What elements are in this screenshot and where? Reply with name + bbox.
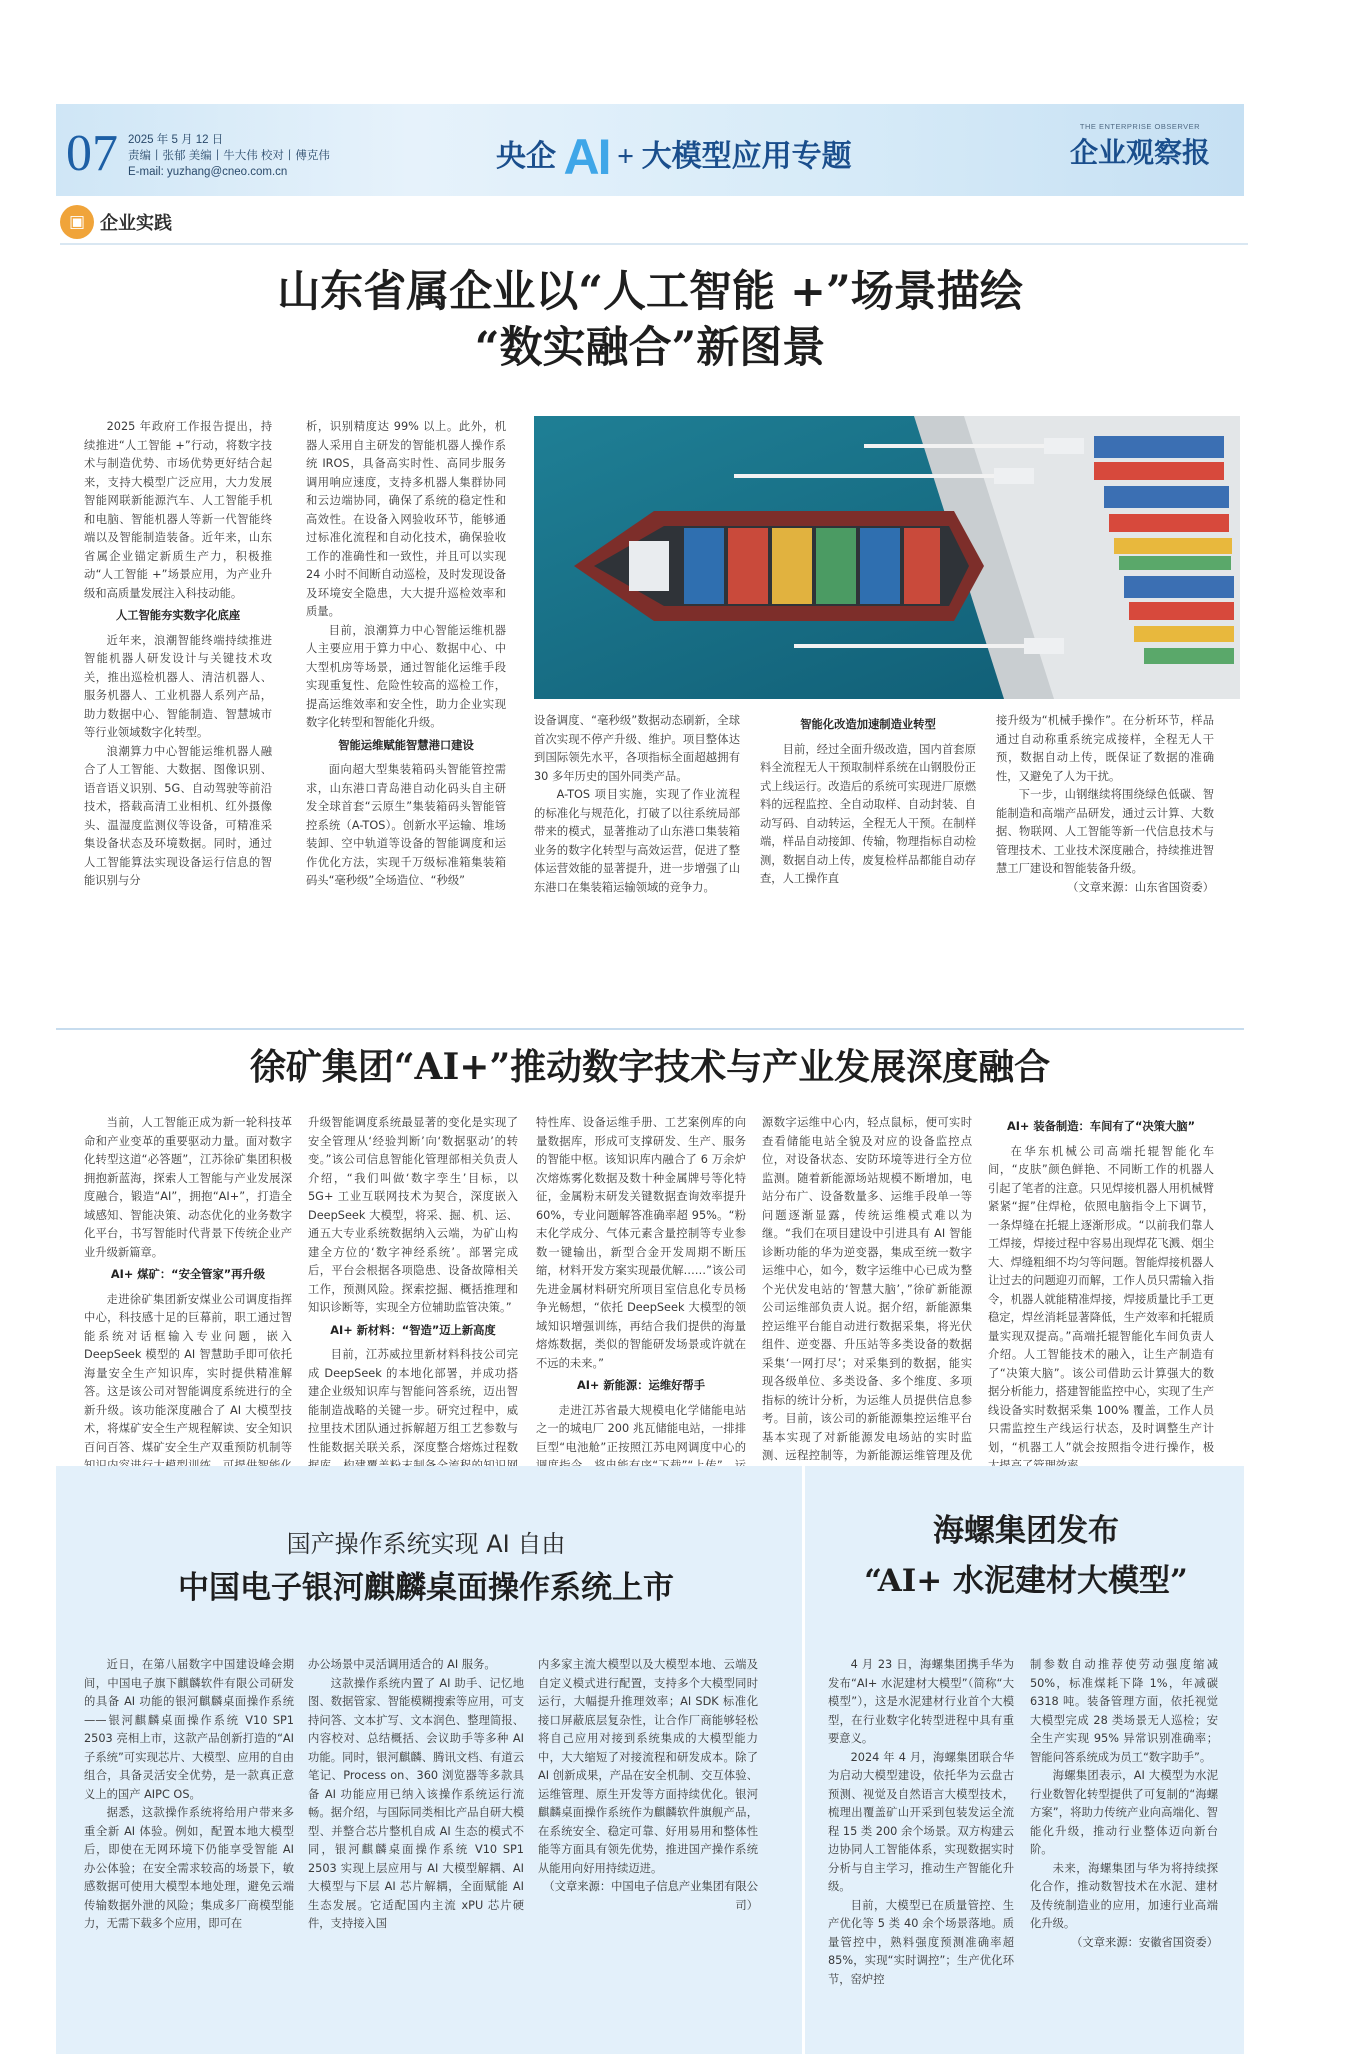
port-aerial-illustration	[534, 416, 1240, 699]
source-text: （文章来源：山东省国资委）	[1067, 880, 1214, 894]
paragraph: 目前，江苏威拉里新材料科技公司完成 DeepSeek 的本地化部署，并成功搭建企业级知识库与智能问答系统，迈出智能制造战略的关键一步。研究过程中，威拉里技术团队通过拆解超万组工艺参数与性能数据关联关系，深度整合熔炼过程数	[308, 1348, 518, 1454]
lower-panel	[56, 1466, 1244, 2054]
topic-ai-logo: AI	[563, 129, 610, 185]
article3-column-3	[538, 1656, 758, 2046]
article4-column-2	[1030, 1656, 1218, 2046]
article1-source	[996, 879, 1214, 898]
subheading: 智能运维赋能智慧港口建设	[338, 738, 474, 752]
subheading: AI+ 装备制造：车间有了“决策大脑”	[1006, 1120, 1196, 1133]
article4-title-line2: “AI+ 水泥建材大模型”	[864, 1563, 1188, 1599]
article1-headline	[56, 264, 1244, 376]
subheading: AI+ 新能源：运维好帮手	[576, 1379, 706, 1392]
masthead-info	[128, 132, 330, 180]
article3-kicker: 国产操作系统实现 AI 自由	[286, 1530, 566, 1558]
paper-name-en: THE ENTERPRISE OBSERVER	[1079, 122, 1201, 131]
paragraph: 2024 年 4 月，海螺集团联合华为启动大模型建设，依托华为云盘古预测、视觉及自然语言大模型技术，梳理出覆盖矿山开采到包装发运全流程 15 类 200 余个场景。双方构建云边协同人工智能体系，实现数据实时分析与自主学习，推动生产智能化升级。	[828, 1750, 1014, 1893]
article1-title-line1: 山东省属企业以“人工智能 +”场景描绘	[277, 267, 1023, 317]
subheading: 智能化改造加速制造业转型	[800, 718, 936, 731]
article3-source	[538, 1878, 758, 1915]
paragraph: 办公场景中灵活调用适合的 AI 服务。	[308, 1658, 496, 1671]
paragraph: 走进江苏省最大规模电化学储能电站之一的城电厂 200 兆瓦储能电站，一排排巨型“电池舱”正按照江苏电网调度中心的	[536, 1403, 746, 1454]
email: E-mail: yuzhang@cneo.com.cn	[128, 166, 288, 178]
paragraph: 设备调度、“毫秒级”数据动态刷新，全球首次实现不停产升级、维护。项目整体达到国际领先水平，各项指标全面超越拥有 30 多年历史的国外同类产品。	[534, 714, 740, 783]
article3-column-1	[84, 1656, 294, 2046]
article4-title-line1: 海螺集团发布	[933, 1513, 1119, 1549]
issue-date: 2025 年 5 月 12 日	[128, 134, 224, 146]
paragraph: 目前，大模型已在质量管控、生产优化等 5 类 40 余个场景落地。质量管控中，熟料强度预测准确率超 85%，实现“实时调控”；生产优化环节，窑炉控	[828, 1898, 1014, 1986]
section-divider	[60, 243, 1248, 245]
article3-column-2	[308, 1656, 524, 2046]
topic-title	[496, 128, 852, 186]
article1-column-1	[84, 418, 272, 1018]
paragraph: 4 月 23 日，海螺集团携手华为发布“AI+ 水泥建材大模型”（简称“大模型”），这是水泥建材行业首个大模型，在行业数字化转型进程中具有重要意义。	[828, 1658, 1014, 1745]
port-photo	[534, 416, 1240, 699]
article1-column-4	[760, 712, 976, 1018]
paragraph: A-TOS 项目实施，实现了作业流程的标准化与规范化，打破了以往系统局部带来的模式，显著推动了山东港口集装箱业务的数字化转型与高效运营，促进了整体运营效能的显著提升，进一步增强了山东港口在集装箱运输领域的竞争力。	[534, 788, 740, 894]
article4-source	[1030, 1934, 1218, 1953]
enterprise-icon: ▣	[60, 205, 94, 239]
subheading: AI+ 煤矿：“安全管家”再升级	[110, 1268, 266, 1281]
paragraph: 目前，浪潮算力中心智能运维机器人主要应用于算力中心、数据中心、中大型机房等场景，通过智能化运维手段实现重复性、危险性较高的巡检工作，提高运维效率和安全性，助力企业实现数字化转型和智能化升级。	[306, 623, 506, 729]
article1-column-5	[996, 712, 1214, 1018]
paragraph: 未来，海螺集团与华为将持续探化合作，推动数智技术在水泥、建材及传统制造业的应用，加速行业高端化升级。	[1030, 1861, 1218, 1930]
paragraph: 升级智能调度系统最显著的变化是实现了安全管理从‘经验判断’向‘数据驱动’的转变。”该公司信息智能化管理部相关负责人介绍，“我们叫做‘数字孪生’目标，以 5G+ 工业互联网技术为契合，深度嵌入 DeepSeek 大模型，将采、掘、机、运、通五大专业系统数据纳入云端，为矿山构建全方位的‘数字神经系统’。部署完成后，平台会根据各项隐患、设备故障相关工作，预测风险。探索挖掘、概括推理和知识诊断等，实现全方位辅助监管决策。”	[308, 1116, 518, 1314]
article2-column-2	[308, 1114, 518, 1454]
article4-column-1	[828, 1656, 1014, 2046]
article2-column-3	[536, 1114, 746, 1454]
subheading: 人工智能夯实数字化底座	[115, 609, 241, 622]
paragraph: 内多家主流大模型以及大模型本地、云端及自定义模式进行配置，支持多个大模型同时运行，大幅提升推理效率；AI SDK 标准化接口屏蔽底层复杂性，让合作厂商能够轻松将自己应用对接到系统集成的大模型能力中，大大缩短了对接流程和研发成本。除了 AI 创新成果，产品在安全机制、交互体验、运维管理、原生开发等方面持续优化。银河麒麟桌面操作系统作为麒麟软件旗舰产品，在系统安全、稳定可靠、好用易用和整体性能等方面具有领先优势，推进国产操作系统从能用向好用持续迈进。	[538, 1658, 758, 1875]
paragraph: 2025 年政府工作报告提出，持续推进“人工智能 +”行动，将数字技术与制造优势、市场优势更好结合起来，支持大模型广泛应用，大力发展智能网联新能源汽车、人工智能手机和电脑、智能机器人等新一代智能终端以及智能制造装备。近年来，山东省属企业锚定新质生产力，积极推动“人工智能 +”场景应用，为产业升级和高质量发展注入科技动能。	[84, 420, 272, 600]
panel-divider	[802, 1466, 805, 2054]
paragraph: 在华东机械公司高端托辊智能化车间，“皮肤”颜色鲜艳、不同断工作的机器人引起了笔者的注意。只见焊接机器人用机械臂紧紧“握”住焊枪，依照电脑指令上下调节，一条焊缝在托辊上逐渐形成。“以前我们靠人工焊接，焊接过程中容易出现焊花飞溅、烟尘大、焊缝粗细不均匀等问题。智能焊接机器人让过去的问题迎刃而解，工作人员只需输入指令，机器人就能精准焊接，焊接质量比手工更稳定，焊丝消耗显著降低，生产效率和托辊质量实现双提高。”高端托辊智能化车间负责人介绍。人工智能技术的融入，让生产制造有了“决策大脑”。该公司借助云计算强大的数据分析能力，搭建智能监控中心，实现了生产线设备实时数据采集 100% 覆盖，工作人员只需监控生产线运行状态，及时调整生产计划，“机器工人”就会按照指令进行操作，极	[988, 1144, 1214, 1454]
divider	[56, 1028, 1244, 1030]
article2-column-5	[988, 1114, 1214, 1454]
paragraph: 走进徐矿集团新安煤业公司调度指挥中心，科技感十足的巨幕前，职工通过智能系统对话框输入专业问题，嵌入 DeepSeek 模型的 AI 智慧助手即可依托海量安全生产知识库，实时提供精准解答。这是该公司对智能调度系统进行的全新升级。该功能深度融合了 AI 大模型技术，将煤矿安全生产规程解读、安全知识百问百答、煤矿安全生产双重预防机制等	[84, 1292, 292, 1454]
topic-right: + 大模型应用专题	[617, 140, 852, 173]
masthead	[56, 104, 1244, 196]
paragraph: 接升级为“机械手操作”。在分析环节，样品通过自动称重系统完成接样，全程无人干预，数据自动上传，既保证了数据的准确性，又避免了人为干扰。	[996, 714, 1214, 783]
paragraph: 析，识别精度达 99% 以上。此外，机器人采用自主研发的智能机器人操作系统 IROS，具备高实时性、高同步服务调用响应速度，支持多机器人集群协同和云边端协同，确保了系统的稳定性和高效性。在设备入网验收环节，能够通过标准化流程和自动化技术，确保验收工作的准确性和一致性，并且可以实现 24 小时不间断自动巡检，及时发现设备及环境安全隐患，大大提升巡检效率和质量。	[306, 420, 506, 618]
section-label: 企业实践	[100, 213, 172, 234]
section-tag	[60, 204, 172, 240]
paper-logo	[1070, 122, 1210, 171]
paragraph: 面向超大型集装箱码头智能管控需求，山东港口青岛港自动化码头自主研发全球首套“云原生”集装箱码头智能管控系统（A-TOS）。创新水平运输、堆场装卸、空中轨道等设备的智能调度和运作优化方法，实现千万级标准箱集装箱码头“毫秒级”全场造位、“秒级”	[306, 763, 506, 887]
article4-headline	[808, 1506, 1244, 1606]
article1-title-line2: “数实融合”新图景	[474, 323, 826, 373]
article2-column-4	[762, 1114, 972, 1462]
editors: 责编丨张郁 美编丨牛大伟 校对丨傅克伟	[128, 150, 330, 162]
paragraph: 这款操作系统内置了 AI 助手、记忆地图、数据管家、智能模糊搜索等应用，可支持问答、文本扩写、文本润色、整理简报、内容校对、总结概括、会议助手等多种 AI 功能。同时，银河麒麟、腾讯文档、有道云笔记、Process on、360 浏览器等多款具备 AI 功能应用已纳入该操作系统运行流畅。据介绍，与国际同类相比产品自研大模型、并整合芯片整机自成 AI 生态的模式不同，银河麒麟桌面操作系统 V10 SP1 2503 实现上层应用与 AI 大模型解耦、AI 大模型与下层 AI 芯片解耦，全面赋能 AI 生态发展。它适配国内主流 xPU 芯片硬件，支持接入国	[308, 1676, 524, 1930]
paragraph: 近日，在第八届数字中国建设峰会期间，中国电子旗下麒麟软件有限公司研发的具备 AI 功能的银河麒麟桌面操作系统——银河麒麟桌面操作系统 V10 SP1 2503 亮相上市，这款产品创新打造的“AI 子系统”可实现芯片、大模型、应用的自由组合，具备灵活安全优势，是一款真正意义上的国产 AIPC OS。	[84, 1658, 294, 1801]
article2-headline: 徐矿集团“AI+”推动数字技术与产业发展深度融合	[249, 1046, 1051, 1088]
paragraph: 下一步，山钢继续将围绕绿色低碳、智能制造和高端产品研发，通过云计算、大数据、物联网、人工智能等新一代信息技术与管理技术、工业技术深度融合，持续推进智慧工厂建设和智能装备升级。	[996, 788, 1214, 875]
paper-name-cn: 企业观察报	[1069, 138, 1210, 169]
paragraph: 据悉，这款操作系统将给用户带来多重全新 AI 体验。例如，配置本地大模型后，即使在无网环境下仍能享受智能 AI 办公体验；在安全需求较高的场景下，敏感数据可使用大模型本地处理，避免云端传输数据外泄的风险；集成多厂商模型能力，无需下载多个应用，即可在	[84, 1806, 294, 1930]
paragraph: 源数字运维中心内，轻点鼠标，便可实时查看储能电站全貌及对应的设备监控点位，对设备状态、安防环境等进行全方位监测。随着新能源场站规模不断增加，电站分布广、设备数量多、运维手段单一等问题逐渐显露，传统运维模式难以为继。“我们在项目建设中引进具有 AI 智能诊断功能的华为逆变器，集成至统一数字运维中心，如今，数字运维中心已成为整个光伏发电站的‘智慧大脑’，”徐矿新能源公司运维部负责人说。据介绍，新能源集控运维平台能自动进行数据采集，将光伏组件、逆变器、升压站等多类设备的数据采集‘一网打尽’；对采集到的数据，能实现各级单位、多类设备、多个维度、多项指标的统计分析，为运维人员提供信息参考。目前，该公司的新能源集控运维平台基本实现了对新能源发电场站的实时监测、远程控制等，为新能源运维管理及优	[762, 1116, 972, 1462]
paragraph: 浪潮算力中心智能运维机器人融合了人工智能、大数据、图像识别、语音语义识别、5G、自动驾驶等前沿技术，搭载高清工业相机、红外摄像头、温湿度监测仪等设备，可精准采集设备状态及环境数据。同时，通过人工智能算法实现设备运行信息的智能识别与分	[84, 744, 272, 887]
paragraph: 目前，经过全面升级改造，国内首套原料全流程无人干预取制样系统在山钢股份正式上线运行。改造后的系统可实现进厂原燃料的远程监控、全自动取样、自动封装、自动写码、自动转运，全程无人干预。在制样端，样品自动接卸、传输，物理指标自动检测，数据自动上传，废复检样品都能自动存查，人工操作直	[760, 742, 976, 885]
paragraph: 海螺集团表示，AI 大模型为水泥行业数智化转型提供了可复制的“海螺方案”，将助力传统产业向高端化、智能化升级，推动行业整体迈向新台阶。	[1030, 1769, 1218, 1856]
subheading: AI+ 新材料：“智造”迈上新高度	[330, 1323, 496, 1337]
article1-column-2	[306, 418, 506, 1018]
page-number: 07	[66, 125, 118, 182]
paragraph: 制参数自动推荐使劳动强度缩减 50%，标准煤耗下降 1%，年减碳 6318 吨。装备管理方面，依托视觉大模型完成 28 类场景无人巡检；安全生产实现 95% 异常识别准确率；智能问答系统成为员工“数字助手”。	[1030, 1658, 1218, 1764]
article1-column-3	[534, 712, 740, 1018]
paragraph: 特性库、设备运维手册、工艺案例库的向量数据库，形成可支撑研发、生产、服务的智能中枢。该知识库内融合了 6 万余炉次熔炼雾化数据及数十种金属牌号等化特征，金属粉末研发关键数据查询效率提升 60%，专业问题解答准确率超 95%。“粉末化学成分、气体元素含量控制等专业参数一键输出，新型合金开发周期不断压缩，材料开发方案实现最优解……”该公司先进金属材料研究所项目室信息化专员杨争光畅想，“依托 DeepSeek 大模型的领域知识增强训练，再结合我们提供的海量熔炼数据，类似的智能研发场景或许就在不远的未来。”	[536, 1116, 746, 1370]
topic-left: 央企	[496, 140, 556, 173]
source-text: （文章来源：中国电子信息产业集团有限公司）	[543, 1880, 758, 1912]
newspaper-page	[56, 104, 1244, 2054]
paragraph: 当前，人工智能正成为新一轮科技革命和产业变革的重要驱动力量。面对数字化转型这道“必答题”，江苏徐矿集团积极拥抱新蓝海，探索人工智能与产业发展深度融合，锻造“AI”，拥抱“AI+”，打造全域感知、智能决策、动态优化的业务数字化平台，书写智能时代背景下传统企业产业升级新篇章。	[84, 1116, 292, 1259]
source-text: （文章来源：安徽省国资委）	[1071, 1935, 1218, 1949]
paragraph: 近年来，浪潮智能终端持续推进智能机器人研发设计与关键技术攻关，推出巡检机器人、清洁机器人、服务机器人、工业机器人系列产品，助力数据中心、智能制造、智慧城市等行业领域数字化转型。	[84, 633, 272, 739]
article2-column-1	[84, 1114, 292, 1454]
article3-headline: 中国电子银河麒麟桌面操作系统上市	[178, 1570, 674, 1606]
